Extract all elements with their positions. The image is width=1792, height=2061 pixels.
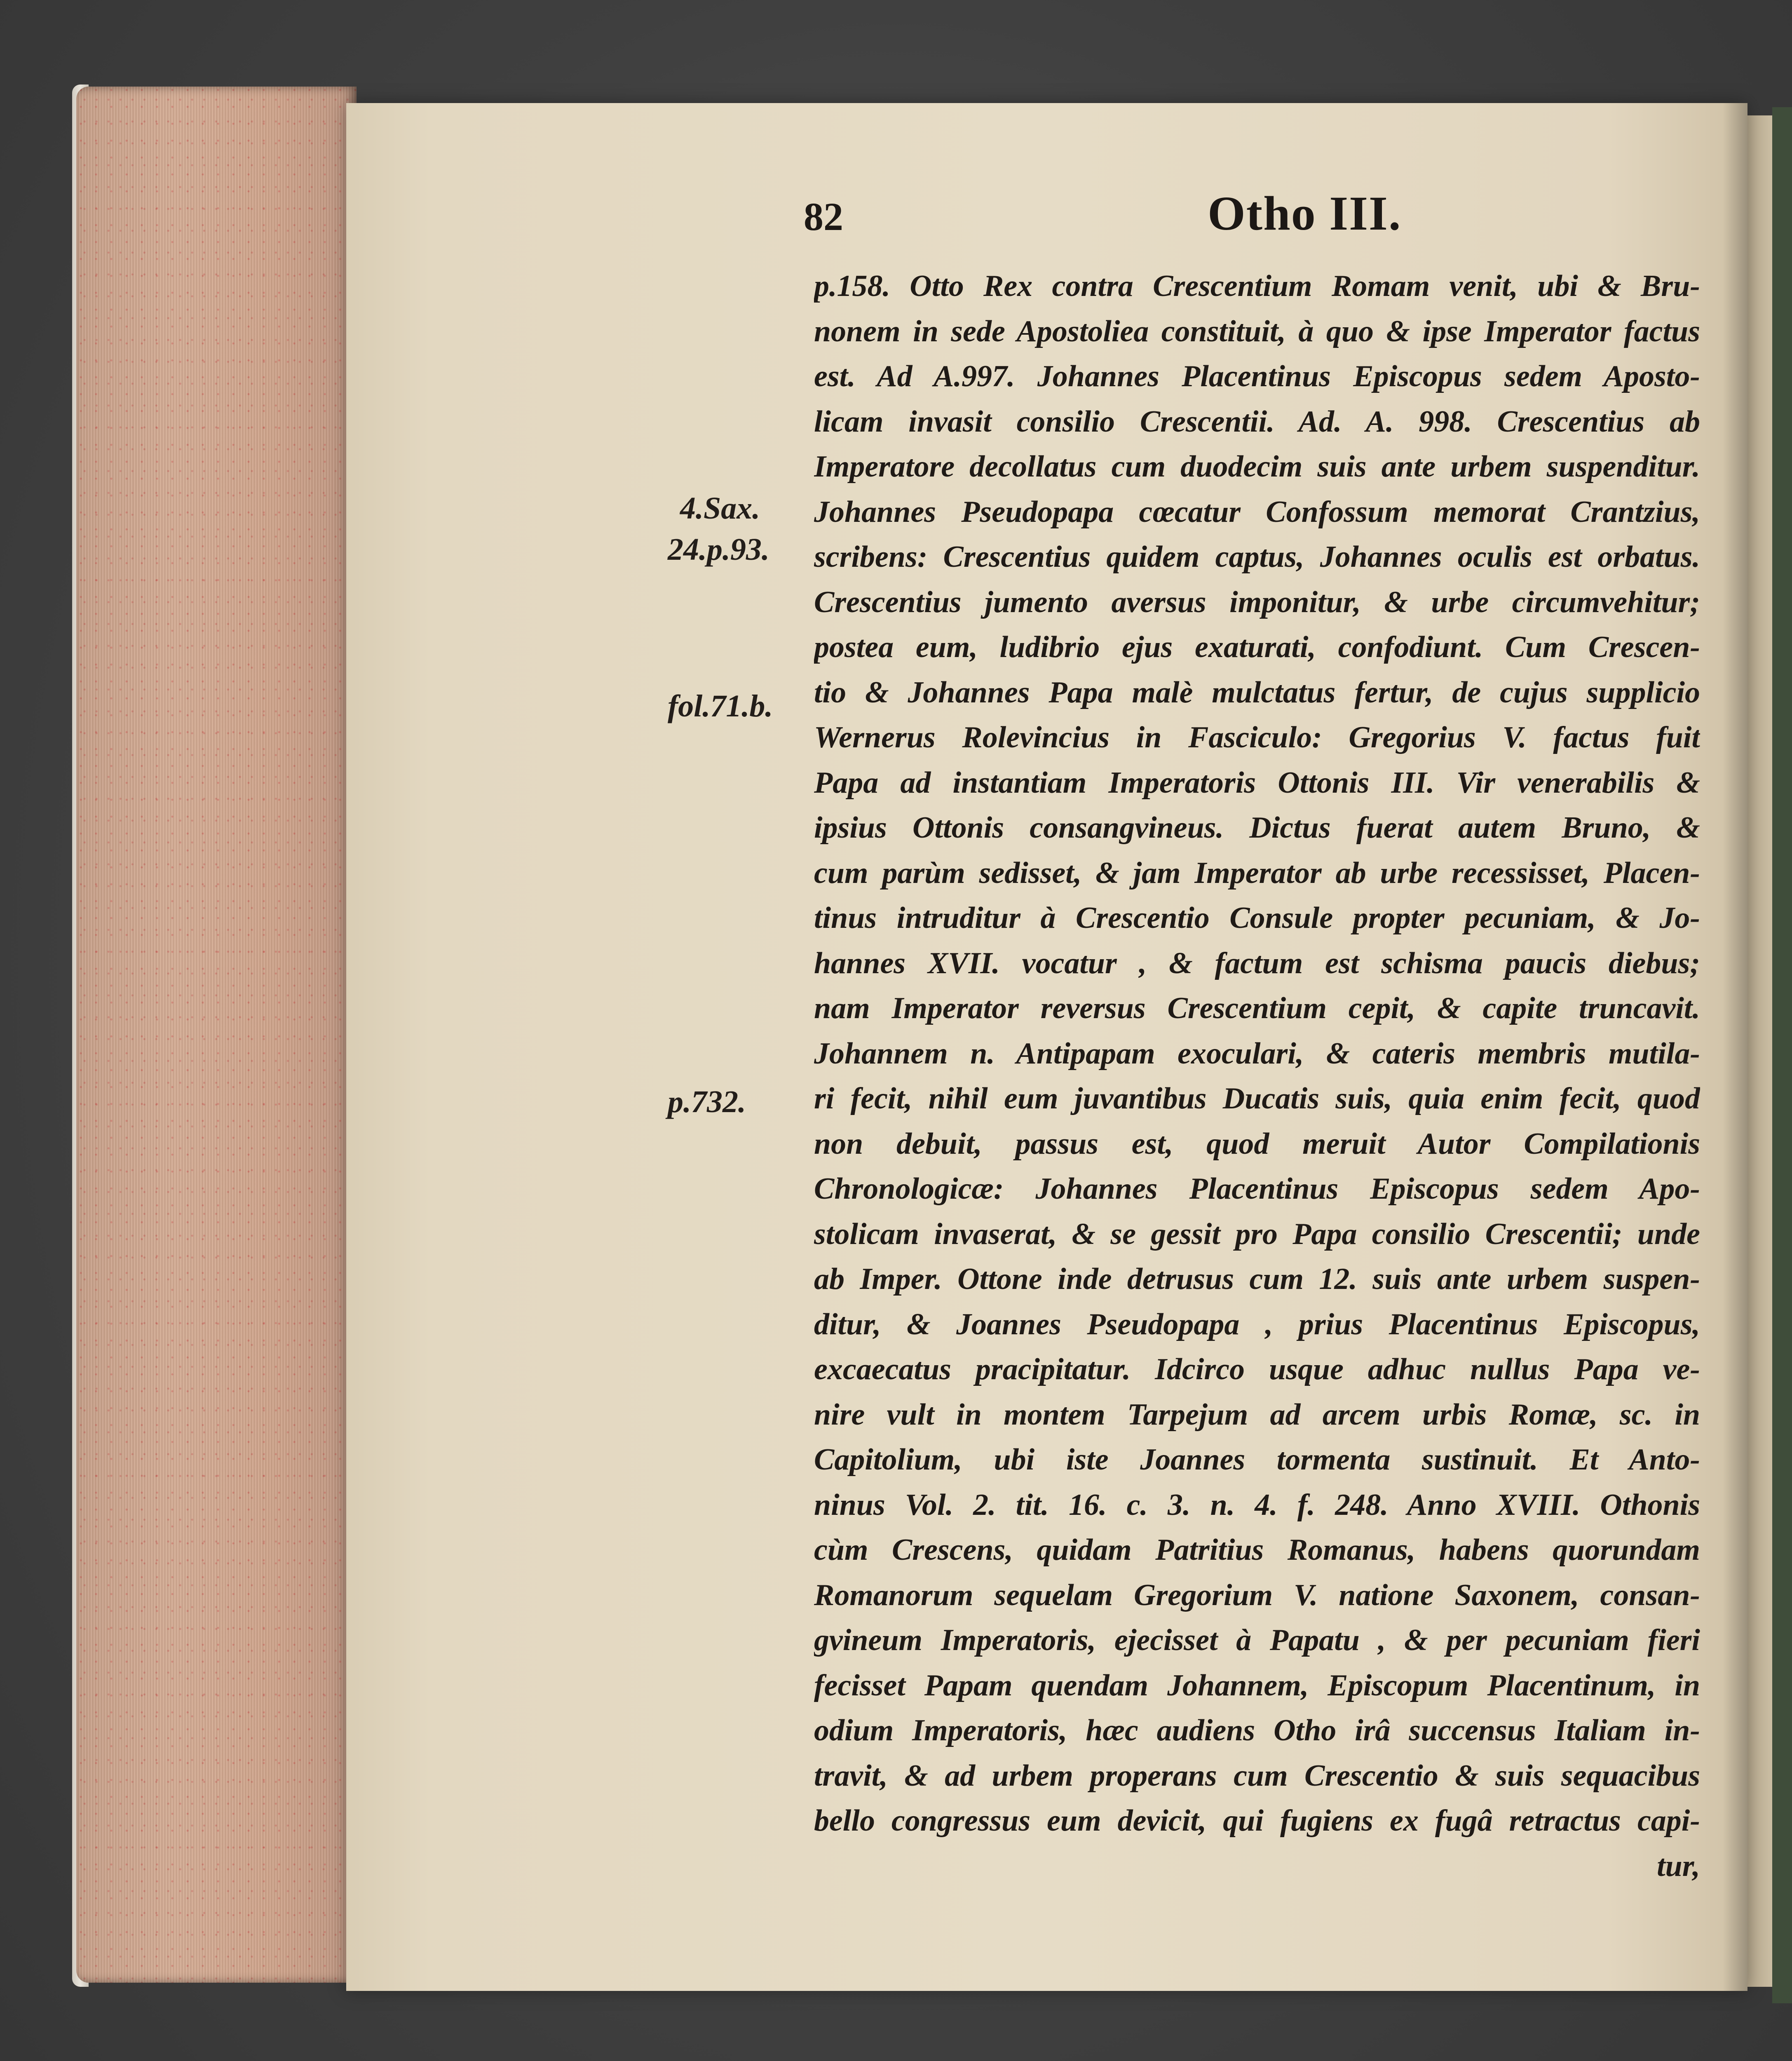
text-line: Romanorum sequelam Gregorium V. natione Saxonem, consan-: [814, 1578, 1700, 1612]
text-line: postea eum, ludibrio ejus exaturati, confodiunt. Cum Crescen-: [814, 630, 1700, 664]
text-line: p.158. Otto Rex contra Crescentium Romam venit, ubi & Bru-: [814, 269, 1700, 303]
text-line: nonem in sede Apostoliea constituit, à quo & ipse Imperator factus: [814, 314, 1700, 348]
page-gutter-shadow: [1723, 103, 1747, 1991]
text-line: stolicam invaserat, & se gessit pro Papa consilio Crescentii; unde: [814, 1217, 1700, 1251]
text-line: Papa ad instantiam Imperatoris Ottonis III. Vir venerabilis &: [814, 765, 1700, 800]
text-line: ipsius Ottonis consangvineus. Dictus fuerat autem Bruno, &: [814, 811, 1700, 845]
text-line: odium Imperatoris, hæc audiens Otho irâ succensus Italiam in-: [814, 1714, 1700, 1747]
text-line: Imperatore decollatus cum duodecim suis ante urbem suspenditur.: [814, 450, 1700, 484]
text-line: travit, & ad urbem properans cum Crescentio & suis sequacibus: [814, 1758, 1700, 1793]
text-line: Wernerus Rolevincius in Fasciculo: Gregorius V. factus fuit: [814, 721, 1700, 754]
text-line: tinus intruditur à Crescentio Consule propter pecuniam, & Jo-: [814, 901, 1700, 935]
text-line: non debuit, passus est, quod meruit Autor Compilationis: [814, 1127, 1700, 1161]
text-line: hannes XVII. vocatur , & factum est schisma paucis diebus;: [814, 946, 1700, 980]
body-text: [814, 264, 1700, 1889]
text-line: scribens: Crescentius quidem captus, Johannes oculis est orbatus.: [814, 540, 1700, 574]
margin-note: 24.p.93.: [668, 532, 769, 567]
text-line: cum parùm sedisset, & jam Imperator ab urbe recessisset, Placen-: [814, 856, 1700, 890]
catchword: tur,: [1657, 1849, 1700, 1883]
text-line: Capitolium, ubi iste Joannes tormenta sustinuit. Et Anto-: [814, 1443, 1700, 1477]
text-line: bello congressus eum devicit, qui fugiens ex fugâ retractus capi-: [814, 1804, 1700, 1838]
text-line: Crescentius jumento aversus imponitur, & urbe circumvehitur;: [814, 585, 1700, 619]
book-fore-edge: [76, 87, 357, 1983]
page-number: 82: [804, 195, 843, 239]
text-line: ri fecit, nihil eum juvantibus Ducatis suis, quia enim fecit, quod: [814, 1082, 1700, 1115]
running-title: Otho III.: [1208, 186, 1402, 240]
margin-note: p.732.: [668, 1084, 746, 1119]
text-line: ninus Vol. 2. tit. 16. c. 3. n. 4. f. 248. Anno XVIII. Othonis: [814, 1488, 1700, 1522]
text-line: cùm Crescens, quidam Patritius Romanus, habens quorundam: [814, 1533, 1700, 1567]
margin-note: fol.71.b.: [668, 689, 773, 723]
cover-board: [1772, 107, 1792, 2003]
text-line: nam Imperator reversus Crescentium cepit, & capite truncavit.: [814, 991, 1700, 1025]
text-line: licam invasit consilio Crescentii. Ad. A. 998. Crescentius ab: [814, 404, 1700, 439]
margin-note: 4.Sax.: [680, 491, 760, 526]
text-line: ab Imper. Ottone inde detrusus cum 12. suis ante urbem suspen-: [814, 1262, 1700, 1296]
text-line: tio & Johannes Papa malè mulctatus fertur, de cujus supplicio: [814, 675, 1700, 709]
page-header: [804, 177, 1669, 260]
text-line: est. Ad A.997. Johannes Placentinus Episcopus sedem Aposto-: [814, 359, 1700, 393]
text-line: ditur, & Joannes Pseudopapa , prius Placentinus Episcopus,: [814, 1307, 1700, 1341]
text-line: excaecatus pracipitatur. Idcirco usque adhuc nullus Papa ve-: [814, 1352, 1700, 1386]
text-line: gvineum Imperatoris, ejecisset à Papatu , & per pecuniam fieri: [814, 1623, 1700, 1657]
text-line: Chronologicæ: Johannes Placentinus Episcopus sedem Apo-: [814, 1172, 1700, 1206]
text-line: Johannes Pseudopapa cœcatur Confossum memorat Crantzius,: [814, 495, 1700, 529]
text-line: Johannem n. Antipapam exoculari, & cateris membris mutila-: [814, 1036, 1700, 1070]
text-line: fecisset Papam quendam Johannem, Episcopum Placentinum, in: [814, 1668, 1700, 1702]
text-line: nire vult in montem Tarpejum ad arcem urbis Romæ, sc. in: [814, 1397, 1700, 1432]
